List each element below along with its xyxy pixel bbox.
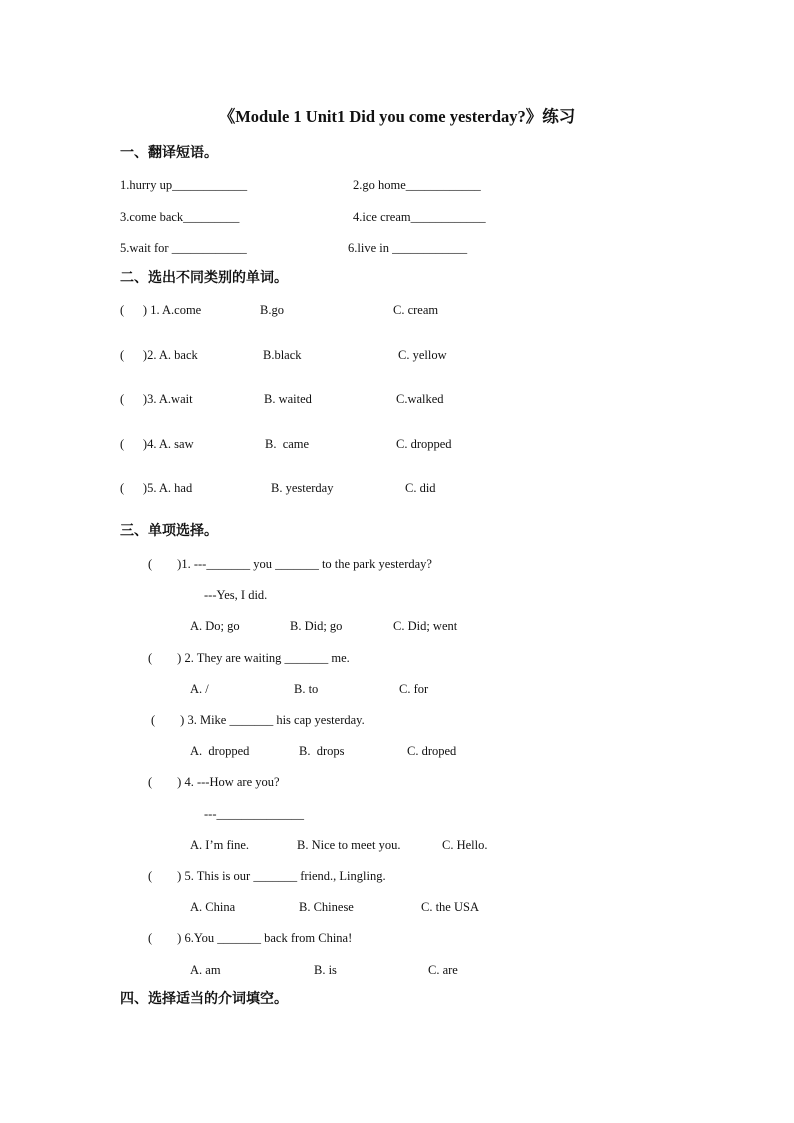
category-q5-option-a: ( )5. A. had	[120, 481, 193, 495]
choice-q1-option-a: A. Do; go	[190, 619, 240, 633]
section-1-heading: 一、翻译短语。	[120, 146, 218, 161]
choice-q1-option-c: C. Did; went	[393, 619, 458, 633]
choice-q4-stem: ( ) 4. ---How are you?	[148, 775, 280, 789]
choice-q6-option-b: B. is	[314, 963, 337, 977]
phrase-item-2: 2.go home____________	[353, 178, 481, 192]
choice-q2-option-c: C. for	[399, 682, 429, 696]
category-q5-option-c: C. did	[405, 481, 436, 495]
choice-q1-option-b: B. Did; go	[290, 619, 343, 633]
category-q1-option-b: B.go	[260, 303, 284, 317]
category-q3-option-a: ( )3. A.wait	[120, 392, 193, 406]
category-q1-option-c: C. cream	[393, 303, 439, 317]
section-3-heading: 三、单项选择。	[120, 524, 218, 539]
category-q4-option-a: ( )4. A. saw	[120, 437, 194, 451]
section-2-heading: 二、选出不同类别的单词。	[120, 271, 288, 286]
category-q3-option-c: C.walked	[396, 392, 444, 406]
category-q3-option-b: B. waited	[264, 392, 312, 406]
choice-q4-option-a: A. I’m fine.	[190, 838, 250, 852]
choice-q3-stem: ( ) 3. Mike _______ his cap yesterday.	[151, 713, 365, 727]
choice-q1-answer: ---Yes, I did.	[204, 588, 268, 602]
choice-q5-stem: ( ) 5. This is our _______ friend., Lingling.	[148, 869, 386, 883]
page-title: 《Module 1 Unit1 Did you come yesterday?》练习	[218, 107, 576, 126]
choice-q5-option-a: A. China	[190, 900, 236, 914]
phrase-item-5: 5.wait for ____________	[120, 241, 247, 255]
choice-q6-stem: ( ) 6.You _______ back from China!	[148, 931, 353, 945]
choice-q4-answer: ---______________	[204, 807, 304, 821]
section-4-heading: 四、选择适当的介词填空。	[120, 992, 288, 1007]
category-q2-option-b: B.black	[263, 348, 302, 362]
phrase-item-4: 4.ice cream____________	[353, 210, 486, 224]
choice-q5-option-c: C. the USA	[421, 900, 479, 914]
choice-q2-option-b: B. to	[294, 682, 319, 696]
choice-q3-option-a: A. dropped	[190, 744, 250, 758]
category-q2-option-c: C. yellow	[398, 348, 447, 362]
category-q4-option-c: C. dropped	[396, 437, 452, 451]
phrase-item-1: 1.hurry up____________	[120, 178, 248, 192]
choice-q6-option-c: C. are	[428, 963, 458, 977]
phrase-item-3: 3.come back_________	[120, 210, 240, 224]
choice-q2-option-a: A. /	[190, 682, 209, 696]
phrase-item-6: 6.live in ____________	[348, 241, 468, 255]
category-q1-option-a: ( ) 1. A.come	[120, 303, 202, 317]
choice-q3-option-c: C. droped	[407, 744, 457, 758]
category-q4-option-b: B. came	[265, 437, 310, 451]
category-q2-option-a: ( )2. A. back	[120, 348, 198, 362]
choice-q5-option-b: B. Chinese	[299, 900, 354, 914]
choice-q2-stem: ( ) 2. They are waiting _______ me.	[148, 651, 350, 665]
category-q5-option-b: B. yesterday	[271, 481, 334, 495]
choice-q4-option-b: B. Nice to meet you.	[297, 838, 401, 852]
choice-q4-option-c: C. Hello.	[442, 838, 488, 852]
choice-q1-stem: ( )1. ---_______ you _______ to the park yesterday?	[148, 557, 432, 571]
choice-q6-option-a: A. am	[190, 963, 221, 977]
choice-q3-option-b: B. drops	[299, 744, 345, 758]
